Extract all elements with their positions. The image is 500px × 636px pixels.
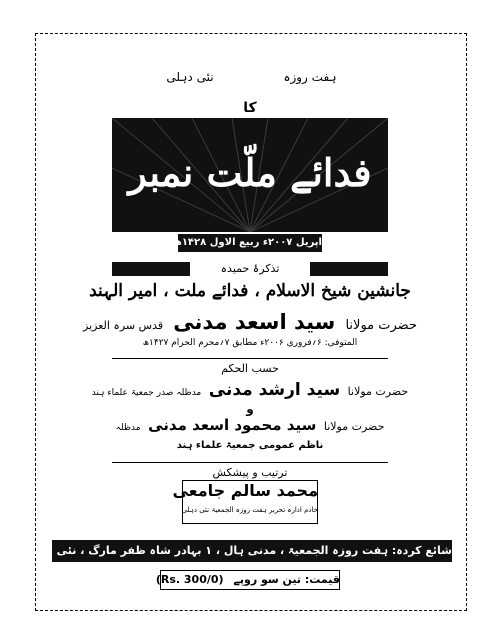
price-label: قیمت: تین سو روپے [233, 573, 340, 586]
section-divider-2 [112, 462, 388, 463]
hasbul-line2 [75, 416, 425, 434]
conjunction-wa: و [246, 402, 254, 416]
tazkira-line2-suffix: قدس سرہ العزیز [83, 319, 164, 332]
publisher-line: شائع کردہ: ہفت روزہ الجمعیۃ ، مدنی ہال ، ۱ بہادر شاہ ظفر مارگ ، نئی دہلی-۲ [13, 544, 452, 557]
tazkira-line2-name: سید اسعد مدنی [173, 310, 336, 334]
compiler-heading: ترتیب و پیشکش [212, 466, 288, 479]
issue-date: اپریل ۲۰۰۷ء ربیع الاول ۱۴۲۸ھ [172, 237, 322, 248]
cover-title: فدائے ملّت نمبر [128, 150, 372, 195]
hasbul-line1-name: سید ارشد مدنی [208, 380, 341, 400]
hasbul-line1-prefix: حضرت مولانا [347, 385, 409, 398]
compiler-role: خادم ادارہ تحریر ہفت روزہ الجمعیۃ نئی دہلی [181, 506, 318, 514]
hasbul-line2-prefix: حضرت مولانا [323, 420, 385, 433]
hasbul-line2-suffix: مدظلہ [115, 423, 141, 433]
tazkira-heading: تذکرۂ حمیدہ [190, 262, 310, 276]
tazkira-line2-prefix: حضرت مولانا [345, 318, 417, 333]
hasbul-line2-name: سید محمود اسعد مدنی [148, 416, 317, 434]
compiler-name: محمد سالم جامعی [172, 481, 318, 500]
price-line [155, 572, 340, 588]
tazkira-line1: جانشین شیخ الاسلام ، فدائے ملت ، امیر الہند [89, 281, 411, 301]
tazkira-line2 [55, 310, 445, 334]
section-divider-1 [112, 358, 388, 359]
hasbul-line3: ناظم عمومی جمعیۃ علماء ہند [176, 440, 324, 451]
hasbul-line1 [75, 380, 425, 400]
ka-label: کا [243, 100, 257, 116]
city-label: نئی دہلی [166, 70, 214, 84]
hasbul-hukm-heading: حسب الحکم [221, 362, 279, 375]
death-date-line: المتوفی: ۶؍فروری ۲۰۰۶ء مطابق ۷؍محرم الحرام ۱۴۲۷ھ [142, 338, 358, 348]
price-value: (Rs. 300/0) [155, 573, 224, 586]
hasbul-line1-suffix: مدظلہ صدر جمعیۃ علماء ہند [91, 388, 202, 398]
weekly-label: ہفت روزہ [283, 70, 337, 84]
